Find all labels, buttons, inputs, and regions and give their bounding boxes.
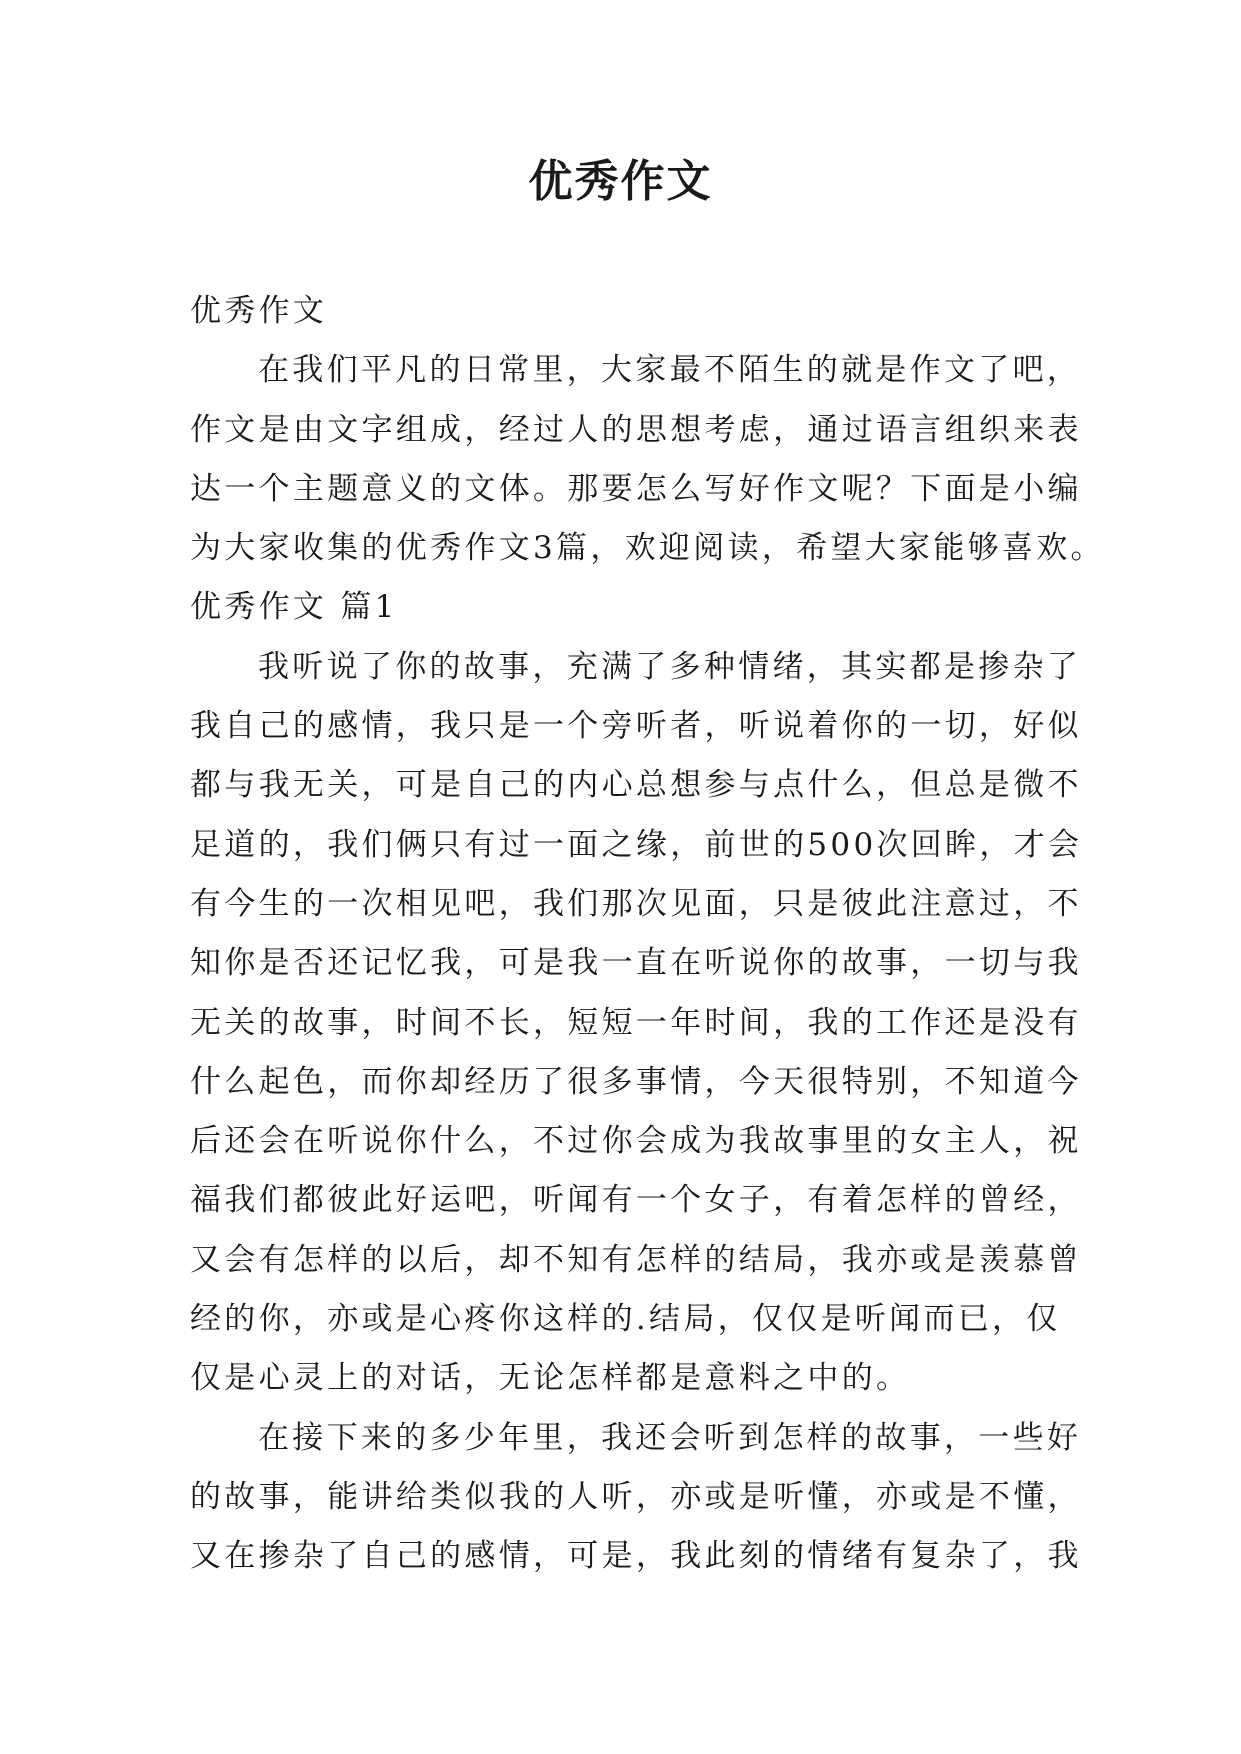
- text-line: 作文是由文字组成，经过人的思想考虑，通过语言组织来表: [190, 411, 1082, 448]
- text-line: 无关的故事，时间不长，短短一年时间，我的工作还是没有: [190, 1004, 1082, 1041]
- text-line: 又在掺杂了自己的感情，可是，我此刻的情绪有复杂了，我: [190, 1538, 1082, 1575]
- text-line: 又会有怎样的以后，却不知有怎样的结局，我亦或是羡慕曾: [190, 1241, 1082, 1278]
- text-line: 什么起色，而你却经历了很多事情，今天很特别，不知道今: [190, 1063, 1082, 1100]
- text-line: 达一个主题意义的文体。那要怎么写好作文呢？下面是小编: [190, 470, 1082, 507]
- text-line: 都与我无关，可是自己的内心总想参与点什么，但总是微不: [190, 767, 1082, 804]
- text-line: 在我们平凡的日常里，大家最不陌生的就是作文了吧，: [258, 352, 1082, 389]
- document-body: [190, 282, 1105, 1587]
- text-line: 经的你，亦或是心疼你这样的.结局，仅仅是听闻而已，仅: [190, 1301, 1061, 1338]
- text-line: 后还会在听说你什么，不过你会成为我故事里的女主人，祝: [190, 1123, 1082, 1160]
- text-line: 我听说了你的故事，充满了多种情绪，其实都是掺杂了: [258, 648, 1082, 685]
- text-line: 为大家收集的优秀作文3篇，欢迎阅读，希望大家能够喜欢。: [190, 530, 1105, 567]
- text-line: 仅是心灵上的对话，无论怎样都是意料之中的。: [190, 1360, 911, 1397]
- text-line: 在接下来的多少年里，我还会听到怎样的故事，一些好: [258, 1419, 1082, 1456]
- text-line: 优秀作文 篇1: [190, 589, 398, 626]
- text-line: 我自己的感情，我只是一个旁听者，听说着你的一切，好似: [190, 708, 1082, 745]
- text-line: 足道的，我们俩只有过一面之缘，前世的500次回眸，才会: [190, 826, 1083, 863]
- text-line: 的故事，能讲给类似我的人听，亦或是听懂，亦或是不懂，: [190, 1478, 1082, 1515]
- text-line: 福我们都彼此好运吧，听闻有一个女子，有着怎样的曾经，: [190, 1182, 1082, 1219]
- text-line: 优秀作文: [190, 293, 328, 329]
- text-line: 知你是否还记忆我，可是我一直在听说你的故事，一切与我: [190, 945, 1082, 982]
- document-title: 优秀作文: [528, 156, 713, 207]
- text-line: 有今生的一次相见吧，我们那次见面，只是彼此注意过，不: [190, 885, 1082, 922]
